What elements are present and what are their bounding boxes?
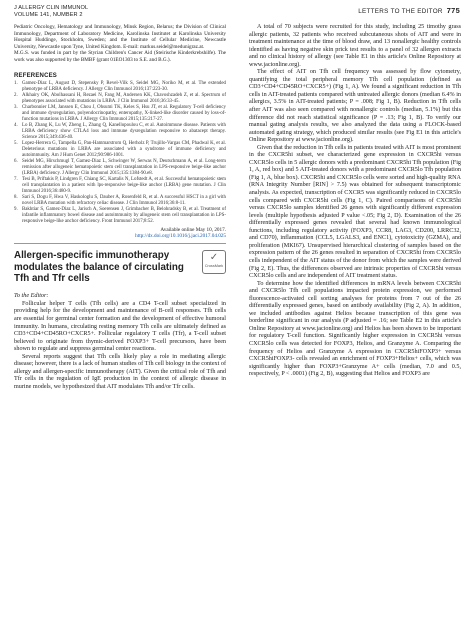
affiliation-text: Pediatric Oncology, Hematology and Immunology, Minsk Region, Belarus; the Division of Clinical Immunology, Department of Laboratory Medicine, Karolinska Institutet at Karolinska University Hospital Huddinge, Stockholm, Sweden; and the Institute of Cellular Medicine, Newcastle University, Newcastle upon Tyne, United Kingdom. E-mail: markus.seidel@medunigraz.at. xyxy=(14,24,226,50)
reference-item[interactable]: 5. Lopez-Herrera G, Tampella G, Pan-Hammarstrom Q, Herholz P, Trujillo-Vargas CM, Phadwal K, et al. Deleterious mutations in LRBA are associated with a syndrome of immune deficiency and autoimmunity. Am J Hum Genet 2012;90:986-1001. xyxy=(14,140,226,158)
section-divider xyxy=(14,243,226,244)
running-header-right xyxy=(358,6,460,15)
reference-item[interactable]: 7. Tesi B, Priftakis P, Lindgren F, Chiang SC, Kartalis N, Lofstedt A, et al. Successful hematopoietic stem cell transplantation in a patient with lps-responsive beige-like anchor (LRBA) gene mutation. J Clin Immunol 2016;36:480-9. xyxy=(14,176,226,194)
journal-volume: VOLUME 141, NUMBER 2 xyxy=(14,12,83,18)
crossmark-icon: ✓ xyxy=(209,252,219,264)
right-body-text xyxy=(249,24,461,379)
funding-text: M.G.S. was funded in part by the Styrian Children's Cancer Aid (Steirische Kinderkrebshilfe). The work was also supported by the BMBF (grant 01EO1303 to S.E. and B.G.). xyxy=(14,50,226,63)
left-body-text xyxy=(14,301,226,392)
reference-item[interactable]: 6. Seidel MG, Hirschmugl T, Gamez-Diaz L, Schwinger W, Serwas N, Deutschmann A, et al. Long-term remission after allogeneic hematopoietic stem cell transplantation in LPS-responsive beige-like anchor (LRBA) deficiency. J Allergy Clin Immunol 2015;135:1384-90.e8. xyxy=(14,158,226,176)
body-paragraph: A total of 70 subjects were recruited for this study, including 25 timothy grass allergic patients, 32 patients who received subcutaneous shots of AIT and were in treatment maintenance at the time of blood draw, and 13 nonallergic healthy controls identified as having negative skin prick test results to a panel of 32 allergen extracts and no clinical history of allergy (see Table E1 in this article's Online Repository at www.jacionline.org). xyxy=(249,24,461,68)
article-title: Allergen-specific immunotherapy modulates the balance of circulating Tfh and Tfr cells xyxy=(14,250,184,285)
body-paragraph: Given that the reduction in Tfh cells in patients treated with AIT is most prominent in the CXCR5hi subset, we characterized gene expression in CXCR5hi versus CXCR5lo cells in 5 allergic donors with a predominant CXCR5hi Tfh population (Fig 1, A, red box) and 5 AIT-treated donors with a predominant CXCR5lo Tfh population (Fig 1, A, blue box). CXCR5hi and CXCR5lo cells were sorted and high-quality RNA (RNA Integrity Number [RIN] > 7.5) was obtained for subsequent transcriptomic analysis. As expected, transcription of CXCR5 was significantly reduced in CXCR5lo cells compared with CXCR5hi cells (Fig 1, C). Paired comparisons of CXCR5hi versus CXCR5lo samples identified 26 genes with significantly different expression levels (multiple hypothesis adjusted P value <.05; Fig 2, D). Examination of the 26 differentially expressed genes revealed that several had known immunological functions, including regulatory activity (FOXP3, CCR8, LAG3, CD200, LRRC32, and CD70), inflammation (CCL5, LGALS3, and ENC1), cytotoxicity (GZMA), and proliferation (MKI67). Unsupervised hierarchical clustering of samples based on the expression pattern of the 26 genes resulted in separation of CXCR5hi from CXCR5lo cells independent of the AIT status of the donor from which the samples were derived (Fig 2, E). Thus, the differences observed are intrinsic properties of CXCR5hi versus CXCR5lo cells and are independent of AIT treatment status. xyxy=(249,144,461,280)
article-title-block xyxy=(14,250,226,285)
running-header-left xyxy=(14,5,88,19)
salutation: To the Editor: xyxy=(14,291,49,299)
journal-name: J ALLERGY CLIN IMMUNOL xyxy=(14,5,89,11)
reference-item[interactable]: 8. Sari S, Dogu F, Hwa V, Haskologlu S, Dauber A, Rosenfeld R, et al. A successful HSCT in a girl with novel LRBA mutation with refractory celiac disease. J Clin Immunol 2016;36:8-11. xyxy=(14,194,226,206)
right-column xyxy=(249,24,461,379)
affiliations-block xyxy=(14,24,226,64)
available-online: Available online May 10, 2017. xyxy=(160,226,226,233)
availability-note xyxy=(14,227,226,240)
reference-item[interactable]: 9. Bakhtiar S, Gamez-Diaz L, Jarisch A, Soerensen J, Grimbacher B, Belohradsky B, et al. Treatment of infantile inflammatory bowel disease and autoimmunity by allogeneic stem cell transplantation in LPS-responsive beige-like anchor deficiency. Front Immunol 2017;8:52. xyxy=(14,206,226,224)
reference-item[interactable]: 2. Alkhairy OK, Abolhassani H, Rezaei N, Fang M, Andersen KK, Chavoshzadeh Z, et al. Spectrum of phenotypes associated with mutations in LRBA. J Clin Immunol 2016;36:33-45. xyxy=(14,92,226,104)
left-column xyxy=(14,24,226,391)
doi-link[interactable]: http://dx.doi.org/10.1016/j.jaci.2017.04.025 xyxy=(135,232,226,239)
reference-item[interactable]: 1. Gamez-Diaz L, August D, Stepensky P, Revel-Vilk S, Seidel MG, Noriko M, et al. The extended phenotype of LRBA deficiency. J Allergy Clin Immunol 2016;137:223-30. xyxy=(14,80,226,92)
crossmark-badge[interactable]: ✓ CrossMark xyxy=(202,250,226,274)
page-number: 775 xyxy=(446,6,460,15)
body-paragraph: To determine how the identified differences in mRNA levels between CXCR5hi and CXCR5lo Tfh cell populations impacted protein expression, we performed fluorescence-activated cell sorting analyses for proteins from 7 out of the 26 differentially expressed genes, based on antibody availability (Fig 2, A). In addition, we included antibodies against Helios because transcription of this gene was borderline significant in our analysis (P adjusted = .16; see Table E2 in this article's Online Repository at www.jacionline.org) and Helios has been shown to be important for regulatory T-cell function. Significantly higher expression in CXCR5hi versus CXCR5lo cells was detected for FOXP3, Helios, and Granzyme A. Comparing the frequency of Helios and Granzyme A expression in CXCR5hiFOXP3+ versus CXCR5hiFOXP3- cells revealed an enrichment of FOXP3+Helios+ cells, which was significantly higher than FOXP3+Granzyme A+ cells (median, 7.0 and 0.5, respectively, P < .0001) (Fig 2, B), suggesting that Helios and FOXP3 are xyxy=(249,280,461,378)
references-list xyxy=(14,81,226,225)
body-paragraph: Follicular helper T cells (Tfh cells) are a CD4 T-cell subset specialized in providing help for the development and maintenance of B-cell responses. Tfh cells are essential for germinal center formation and the development of effective humoral immunity. In humans, circulating resting memory Tfh cells are ultimately defined as CD3+CD4+CD45RO+CXCR5+. Follicular regulatory T cells (Tfr), a T-cell subset believed to originate from thymic-derived FOXP3+ T-cell precursors, have been shown to regulate and suppress germinal center reactions. xyxy=(14,300,226,353)
references-heading: REFERENCES xyxy=(14,72,58,79)
reference-item[interactable]: 4. Lo B, Zhang K, Lu W, Zheng L, Zhang Q, Kanellopoulou C, et al. Autoimmune disease. Patients with LRBA deficiency show CTLA4 loss and immune dysregulation responsive to abatacept therapy. Science 2015;349:436-40. xyxy=(14,122,226,140)
body-paragraph: Several reports suggest that Tfh cells likely play a role in mediating allergic disease; however, there is a lack of human studies of Tfh cell biology in the context of allergy and allergen-specific immunotherapy (AIT). Given the critical role of Tfh and Tfr cells in the regulation of IgE production in the context of allergic disease in murine models, we hypothesized that AIT modulates Tfh and/or Tfr cells. xyxy=(14,353,226,390)
section-name: LETTERS TO THE EDITOR xyxy=(358,8,443,15)
reference-item[interactable]: 3. Charbonnier LM, Janssen E, Chou J, Ohsumi TK, Keles S, Hsu JT, et al. Regulatory T-cell deficiency and immune dysregulation, polyendocrinopathy, enteropathy, X-linked-like disorder caused by loss-of-function mutations in LRBA. J Allergy Clin Immunol 2015;135:217-27. xyxy=(14,104,226,122)
body-paragraph: The effect of AIT on Tfh cell frequency was assessed by flow cytometry, quantifying the total peripheral memory Tfh cell population (defined as CD3+CD4+CD45RO+CXCR5+) (Fig 1, A). We found a significant reduction in Tfh cells in AIT-treated patients compared with untreated allergic donors (median 6.4% in allergics, 3.5% in AIT-treated patients; P = .008; Fig 1, B). Reduction in Tfh cells after AIT was also seen compared with nonallergic controls (median, 5.1%) but this difference did not reach statistical significance (P = .13; Fig 1, B). To verify our manual gating analysis results, we also analyzed the data using a FLOCK-based automated gating strategy, which produced similar results (see Fig E1 in this article's Online Repository at www.jacionline.org). xyxy=(249,69,461,144)
